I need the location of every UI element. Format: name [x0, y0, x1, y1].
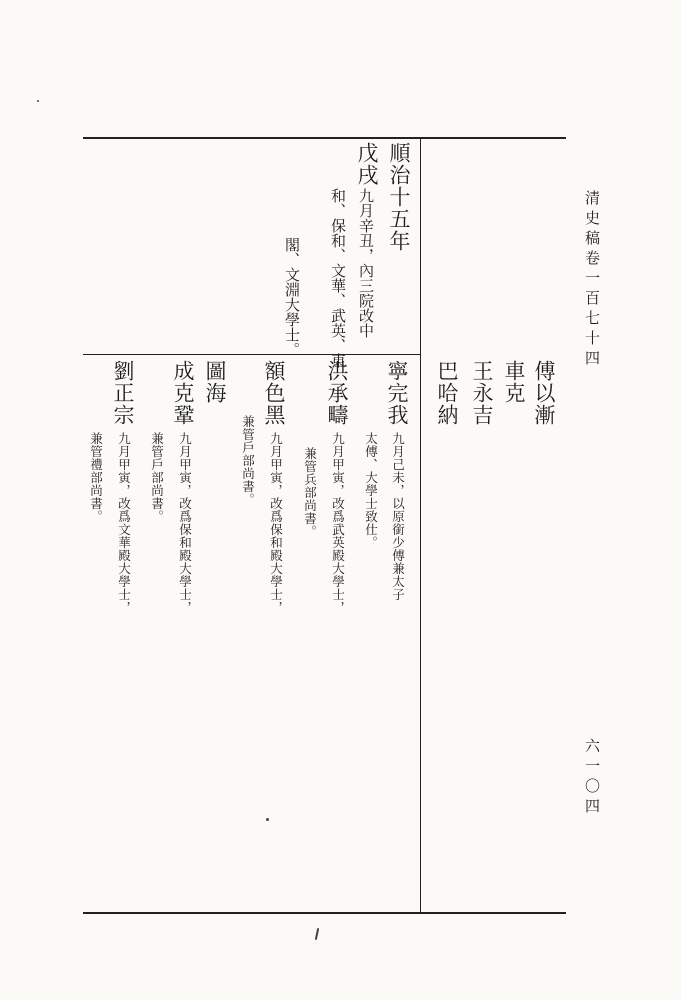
appointment-line: 太傅、大學士致仕。	[363, 432, 379, 549]
scan-speck	[37, 100, 39, 102]
appointment-line: 九月甲寅，改爲保和殿大學士，	[177, 432, 193, 614]
appointee-name: 寧完我	[385, 360, 409, 426]
official-name: 車克	[502, 360, 526, 404]
column-divider	[420, 137, 421, 912]
appointment-line: 兼管戶部尚書。	[149, 432, 165, 523]
year-entry-line: 閣、文淵大學士。	[283, 237, 301, 357]
official-name: 王永吉	[470, 360, 494, 426]
appointee-name: 洪承疇	[325, 360, 349, 426]
appointee-name: 圖海	[203, 360, 227, 404]
scan-speck	[315, 928, 319, 940]
ganzhi-year: 戊戌	[355, 142, 379, 186]
appointment-line: 兼管戶部尚書。	[240, 415, 256, 506]
appointee-name: 劉正宗	[111, 360, 135, 426]
running-title: 清史稿卷一百七十四	[583, 190, 601, 370]
era-year: 順治十五年	[387, 142, 411, 252]
appointment-line: 九月甲寅，改爲文華殿大學士，	[116, 432, 132, 614]
scan-speck	[266, 818, 269, 821]
appointee-name: 成克鞏	[171, 360, 195, 426]
page-number: 六一〇四	[583, 738, 601, 818]
official-name: 傅以漸	[532, 360, 556, 426]
appointment-line: 兼管禮部尚書。	[88, 432, 104, 523]
row-divider	[83, 354, 420, 355]
appointment-line: 九月甲寅，改爲武英殿大學士，	[330, 432, 346, 614]
appointment-line: 九月己未，以原銜少傅兼太子	[390, 432, 406, 601]
appointee-name: 額色黑	[262, 360, 286, 426]
year-entry-line: 和、保和、文華、武英、東	[329, 188, 347, 368]
table-bottom-rule	[83, 912, 566, 914]
appointment-line: 兼管兵部尚書。	[302, 447, 318, 538]
official-name: 巴哈納	[435, 360, 459, 426]
table-top-rule	[83, 137, 566, 139]
appointment-line: 九月甲寅，改爲保和殿大學士，	[268, 432, 284, 614]
year-entry-line: 九月辛丑，內三院改中	[357, 188, 375, 338]
